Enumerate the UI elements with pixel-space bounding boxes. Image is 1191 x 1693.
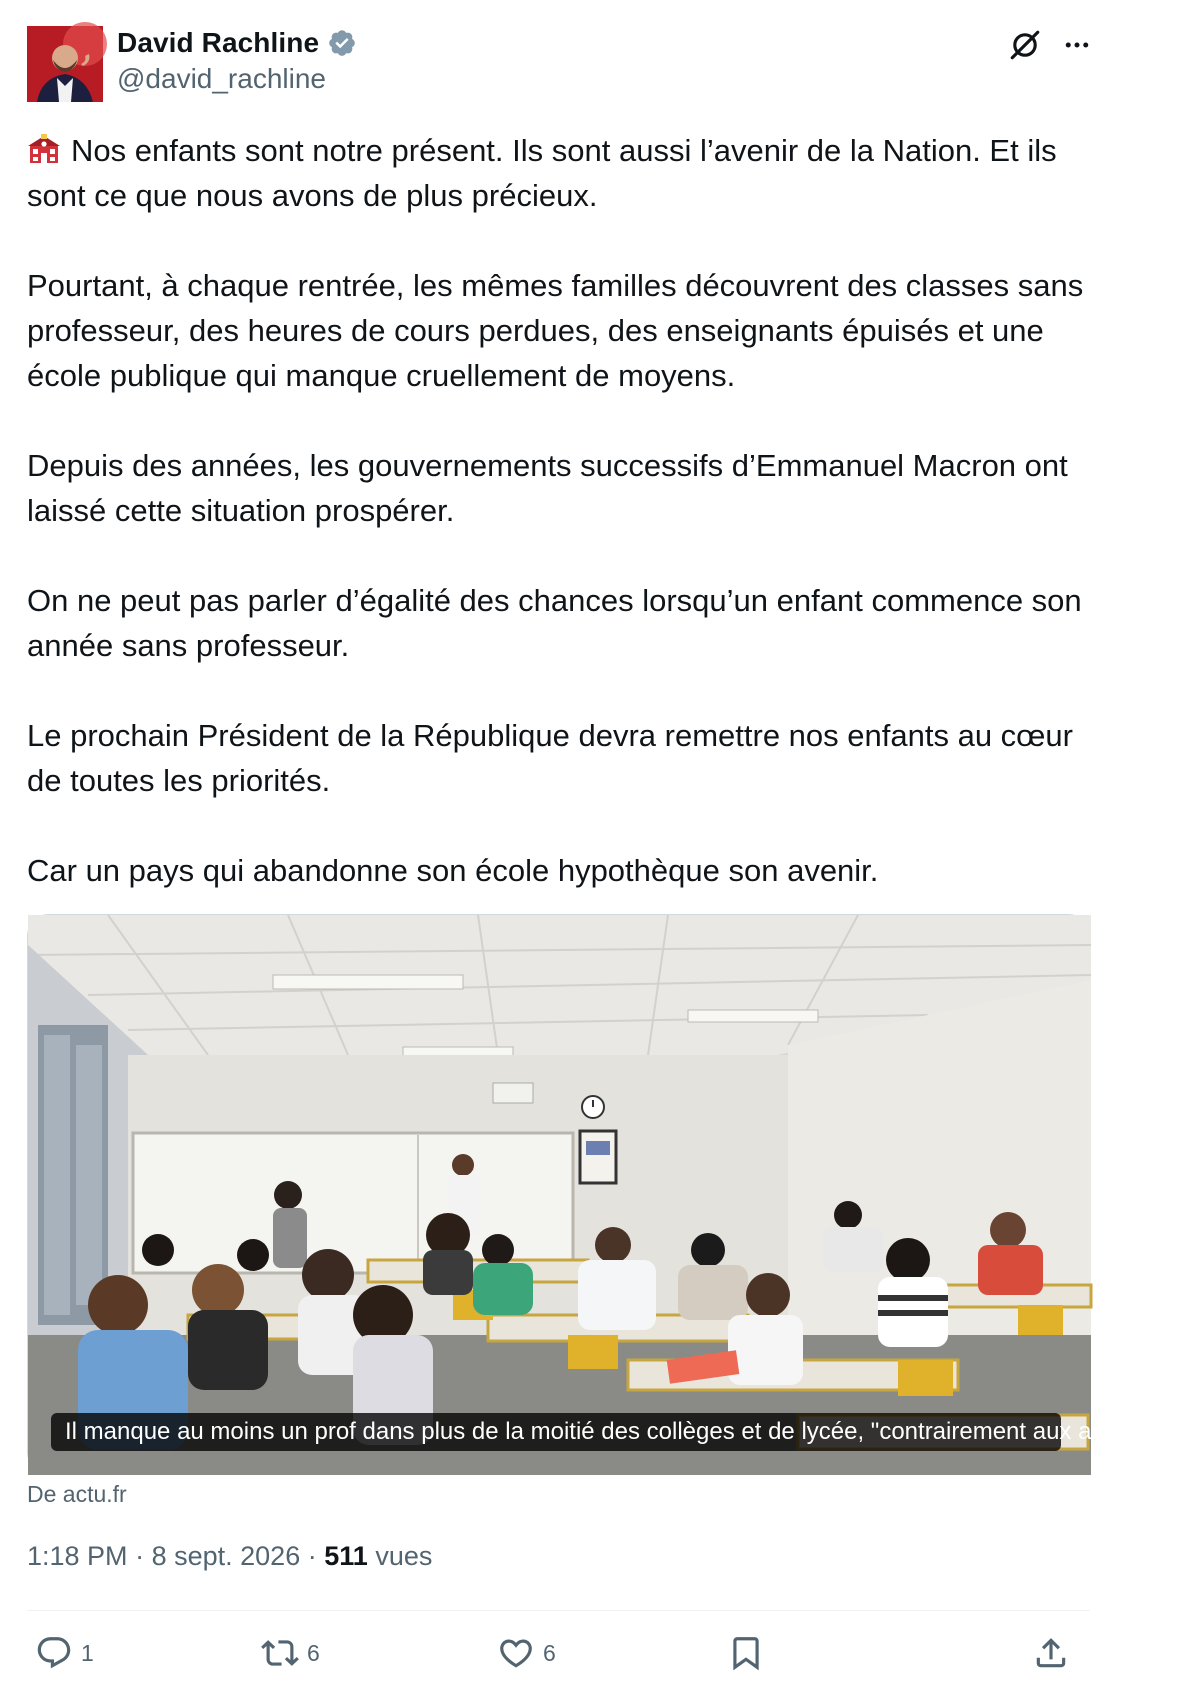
heart-icon <box>497 1634 535 1672</box>
grok-icon <box>1008 28 1042 62</box>
reply-count: 1 <box>81 1639 94 1666</box>
repost-button[interactable] <box>261 1628 320 1678</box>
link-card-caption: Il manque au moins un prof dans plus de la moitié des collèges et de lycée, "contrairement aux annonces" <box>51 1413 1061 1451</box>
bookmark-icon <box>727 1634 765 1672</box>
timestamp-time[interactable]: 1:18 PM <box>27 1541 128 1571</box>
tweet-paragraph: On ne peut pas parler d’égalité des chances lorsqu’un enfant commence son année sans professeur. <box>27 583 1082 663</box>
school-icon <box>27 134 61 164</box>
tweet-text <box>27 128 1097 938</box>
reply-icon <box>35 1634 73 1672</box>
meta-separator: · <box>307 1541 317 1571</box>
tweet-paragraph <box>27 128 1097 218</box>
repost-count: 6 <box>307 1639 320 1666</box>
tweet-paragraph: Le prochain Président de la République devra remettre nos enfants au cœur de toutes les priorités. <box>27 718 1073 798</box>
display-name[interactable]: David Rachline <box>117 27 320 58</box>
tweet-meta <box>27 1541 432 1572</box>
like-button[interactable] <box>497 1628 556 1678</box>
repost-icon <box>261 1634 299 1672</box>
link-card-media[interactable] <box>27 914 1191 1474</box>
tweet-paragraph: Depuis des années, les gouvernements successifs d’Emmanuel Macron ont laissé cette situation prospérer. <box>27 448 1068 528</box>
divider <box>27 1610 1090 1611</box>
bookmark-button[interactable] <box>727 1628 765 1678</box>
share-icon <box>1032 1634 1070 1672</box>
tweet-paragraph: Pourtant, à chaque rentrée, les mêmes familles découvrent des classes sans professeur, des heures de cours perdues, des enseignants épuisés et une école publique qui manque cruellement de moyens. <box>27 268 1084 393</box>
reply-button[interactable] <box>35 1628 94 1678</box>
timestamp-date[interactable]: 8 sept. 2026 <box>151 1541 301 1571</box>
link-source[interactable]: De actu.fr <box>27 1481 127 1507</box>
more-options-button[interactable] <box>1057 25 1097 65</box>
views-count: 511 <box>324 1541 368 1571</box>
classroom-photo <box>28 915 1091 1475</box>
share-button[interactable] <box>1032 1628 1070 1678</box>
verified-badge-icon[interactable] <box>327 28 357 58</box>
more-icon <box>1062 30 1092 60</box>
tweet-paragraph: Car un pays qui abandonne son école hypothèque son avenir. <box>27 853 879 888</box>
like-count: 6 <box>543 1639 556 1666</box>
action-bar <box>27 1628 1090 1678</box>
meta-separator: · <box>135 1541 145 1571</box>
paragraph-text: Nos enfants sont notre présent. Ils sont aussi l’avenir de la Nation. Et ils sont ce que nous avons de plus précieux. <box>27 133 1057 213</box>
author-name-row <box>117 27 357 59</box>
views-label: vues <box>375 1541 433 1571</box>
avatar[interactable] <box>27 26 103 102</box>
author-handle[interactable]: @david_rachline <box>117 63 326 94</box>
grok-button[interactable] <box>1005 25 1045 65</box>
